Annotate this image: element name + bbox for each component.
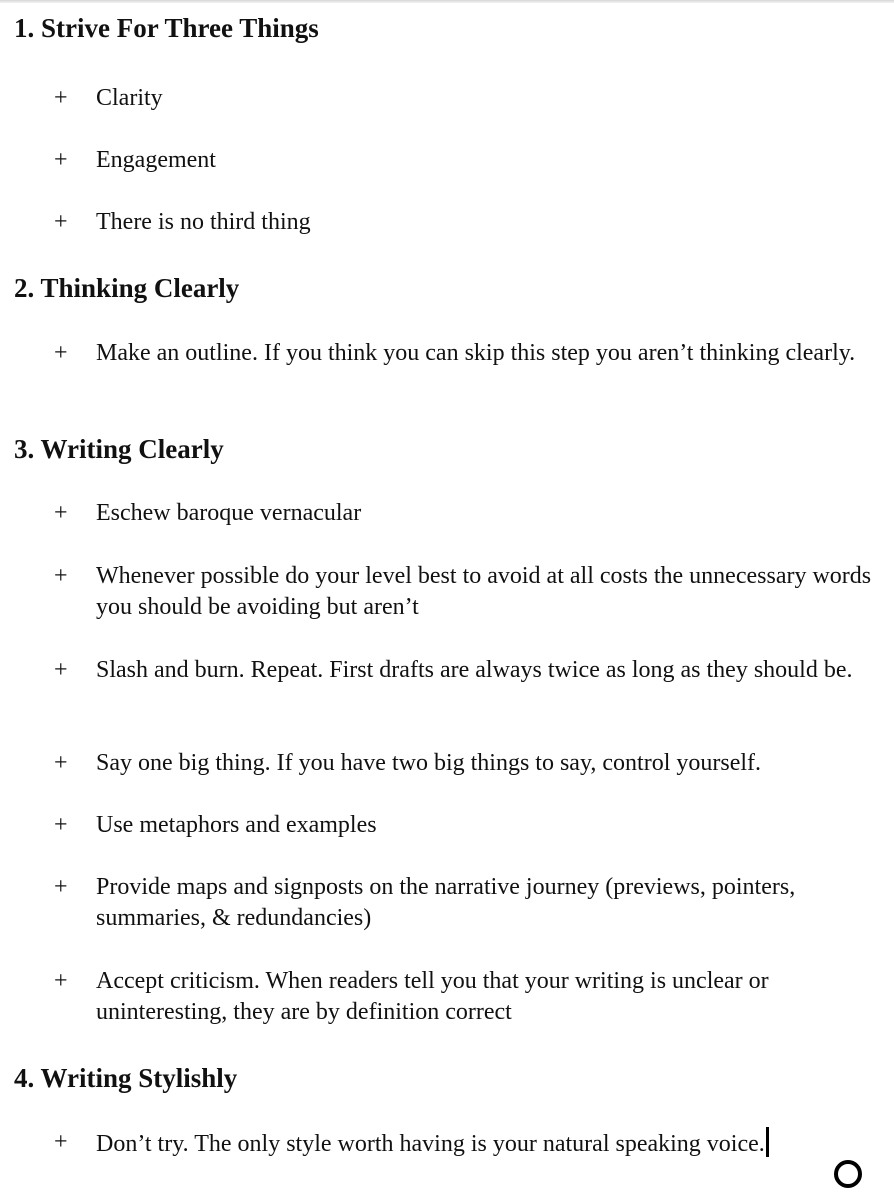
list-item-text: Make an outline. If you think you can skip this step you aren’t thinking clearly.	[96, 340, 856, 366]
list-item-text: Clarity	[96, 85, 163, 111]
bullet-plus-icon: +	[54, 340, 68, 366]
list-item-text: Slash and burn. Repeat. First drafts are always twice as long as they should be.	[96, 657, 853, 683]
bullet-plus-icon: +	[54, 85, 68, 111]
section-heading-2: 2. Thinking Clearly	[14, 273, 240, 303]
bullet-plus-icon: +	[54, 563, 68, 589]
bullet-plus-icon: +	[54, 874, 68, 900]
section-heading-3: 3. Writing Clearly	[14, 434, 224, 464]
bullet-plus-icon: +	[54, 1129, 68, 1155]
list-item-text: Use metaphors and examples	[96, 812, 377, 838]
list-item-text	[96, 1127, 894, 1160]
bullet-plus-icon: +	[54, 657, 68, 683]
text-cursor-icon	[834, 1160, 862, 1188]
list-item-text: Accept criticism. When readers tell you that your writing is unclear or uninteresting, they are by definition correct	[96, 968, 769, 1025]
bullet-plus-icon: +	[54, 500, 68, 526]
list-item-text: There is no third thing	[96, 209, 311, 235]
top-border	[0, 0, 894, 3]
text-caret	[766, 1127, 769, 1157]
section-heading-4: 4. Writing Stylishly	[14, 1063, 238, 1093]
bullet-plus-icon: +	[54, 209, 68, 235]
list-item-text: Provide maps and signposts on the narrative journey (previews, pointers, summaries, & redundancies)	[96, 874, 796, 931]
bullet-plus-icon: +	[54, 812, 68, 838]
list-item-text: Whenever possible do your level best to avoid at all costs the unnecessary words you should be avoiding but aren’t	[96, 563, 872, 620]
list-item-text: Engagement	[96, 147, 216, 173]
bullet-plus-icon: +	[54, 750, 68, 776]
list-item-text-content: Don’t try. The only style worth having is your natural speaking voice.	[96, 1131, 765, 1157]
bullet-plus-icon: +	[54, 968, 68, 994]
list-item-text: Eschew baroque vernacular	[96, 500, 362, 526]
bullet-plus-icon: +	[54, 147, 68, 173]
list-item-text: Say one big thing. If you have two big things to say, control yourself.	[96, 750, 762, 776]
section-heading-1: 1. Strive For Three Things	[14, 13, 319, 43]
